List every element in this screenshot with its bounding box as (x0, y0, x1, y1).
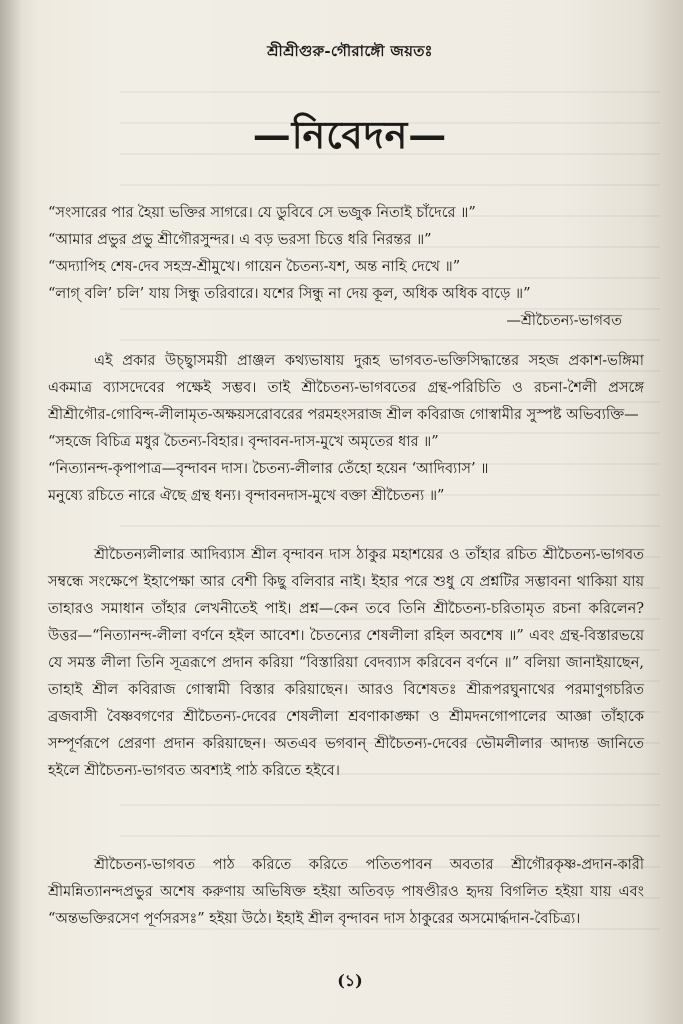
invocation-header: শ্রীশ্রীগুরু-গৌরাঙ্গৌ জয়তঃ (267, 42, 433, 60)
quote-line: মনুষ্যে রচিতে নারে ঐছে গ্রন্থ ধন্য। বৃন্দাবনদাস-মুখে বক্তা শ্রীচৈতন্য ॥” (48, 488, 445, 504)
paragraph-3 (48, 852, 644, 933)
paragraph-1 (48, 348, 644, 510)
paragraph-2-text: শ্রীচৈতন্যলীলার আদিব্যাস শ্রীল বৃন্দাবন দাস ঠাকুর মহাশয়ের ও তাঁহার রচিত শ্রীচৈতন্য-ভাগবত সম্বন্ধে সংক্ষেপে ইহাপেক্ষা আর বেশী কিছু বলিবার নাই। ইহার পরে শুধু যে প্রশ্নটির সম্ভাবনা থাকিয়া যায় তাহারও সমাধান তাঁহার লেখনীতেই পাই। প্রশ্ন—কেন তবে তিনি শ্রীচৈতন্য-চরিতামৃত রচনা করিলেন? উত্তর—“নিত্যানন্দ-লীলা বর্ণনে হইল আবেশ। চৈতন্যের শেষলীলা রহিল অবশেষ ॥” এবং গ্রন্থ-বিস্তারভয়ে যে সমস্ত লীলা তিনি সূত্ররূপে প্রদান করিয়া “বিস্তারিয়া বেদব্যাস করিবেন বর্ণনে ॥” বলিয়া জানাইয়াছেন, তাহাই শ্রীল কবিরাজ গোস্বামী বিস্তার করিয়াছেন। আরও বিশেষতঃ শ্রীরূপরঘুনাথের পরমাণুগচরিত ব্রজবাসী বৈষ্ণবগণের শ্রীচৈতন্য-দেবের শেষলীলা শ্রবণাকাঙ্ক্ষা ও শ্রীমদনগোপালের আজ্ঞা তাঁহাকে সম্পূর্ণরূপে প্রেরণা প্রদান করিয়াছেন। অতএব ভগবান্ শ্রীচৈতন্য-দেবের ভৌমলীলার আদ্যন্ত জানিতে হইলে শ্রীচৈতন্য-ভাগবত অবশ্যই পাঠ করিতে হইবে। (48, 547, 644, 779)
quote-line: “নিত্যানন্দ-কৃপাপাত্র—বৃন্দাবন দাস। চৈতন্য-লীলার তেঁহো হয়েন ‘আদিব্যাস’ ॥ (48, 461, 489, 477)
page-title: —নিবেদন— (252, 112, 448, 157)
verse-attribution: —শ্রীচৈতন্য-ভাগবত (506, 313, 622, 329)
paragraph-1-text: এই প্রকার উচ্ছ্বাসময়ী প্রাঞ্জল কথ্যভাষায় দুরূহ ভাগবত-ভক্তিসিদ্ধান্তের সহজ প্রকাশ-ভঙ্গিমা একমাত্র ব্যাসদেবের পক্ষেই সম্ভব। তাই শ্রীচৈতন্য-ভাগবতের গ্রন্থ-পরিচিতি ও রচনা-শৈলী প্রসঙ্গে শ্রীশ্রীগৌর-গোবিন্দ-লীলামৃত-অক্ষয়সরোবরের পরমহংসরাজ শ্রীল কবিরাজ গোস্বামীর সুস্পষ্ট অভিব্যক্তি— (48, 353, 644, 423)
paragraph-3-text: শ্রীচৈতন্য-ভাগবত পাঠ করিতে করিতে পতিতপাবন অবতার শ্রীগৌরকৃষ্ণ-প্রদান-কারী শ্রীমন্নিত্যানন্দপ্রভুর অশেষ করুণায় অভিষিক্ত হইয়া অতিবড় পাষণ্ডীরও হৃদয় বিগলিত হইয়া যায় এবং “অন্তভক্তিরসেণ পূর্ণসরসঃ” হইয়া উঠে। ইহাই শ্রীল বৃন্দাবন দাস ঠাকুরের অসমোর্দ্ধদান-বৈচিত্র্য। (48, 857, 644, 927)
gutter-shadow (0, 0, 22, 1024)
verse-line: “আমার প্রভুর প্রভু শ্রীগৌরসুন্দর। এ বড় ভরসা চিত্তে ধরি নিরন্তর ॥” (48, 232, 432, 248)
opening-verses (48, 200, 644, 335)
paragraph-2 (48, 542, 644, 785)
page-number: (১) (337, 971, 363, 990)
verse-line: “অদ্যাপিহ শেষ-দেব সহস্র-শ্রীমুখে। গায়েন চৈতন্য-যশ, অন্ত নাহি দেখে ॥” (48, 259, 461, 275)
verse-line: “সংসারের পার হৈয়া ভক্তির সাগরে। যে ডুবিবে সে ভজুক নিতাই চাঁদেরে ॥” (48, 205, 476, 221)
verse-line: “লাগ্ বলি’ চলি’ যায় সিন্ধু তরিবারে। যশের সিন্ধু না দেয় কূল, অধিক অধিক বাড়ে ॥” (48, 286, 531, 302)
quote-line: “সহজে বিচিত্র মধুর চৈতন্য-বিহার। বৃন্দাবন-দাস-মুখে অমৃতের ধার ॥” (48, 434, 439, 450)
